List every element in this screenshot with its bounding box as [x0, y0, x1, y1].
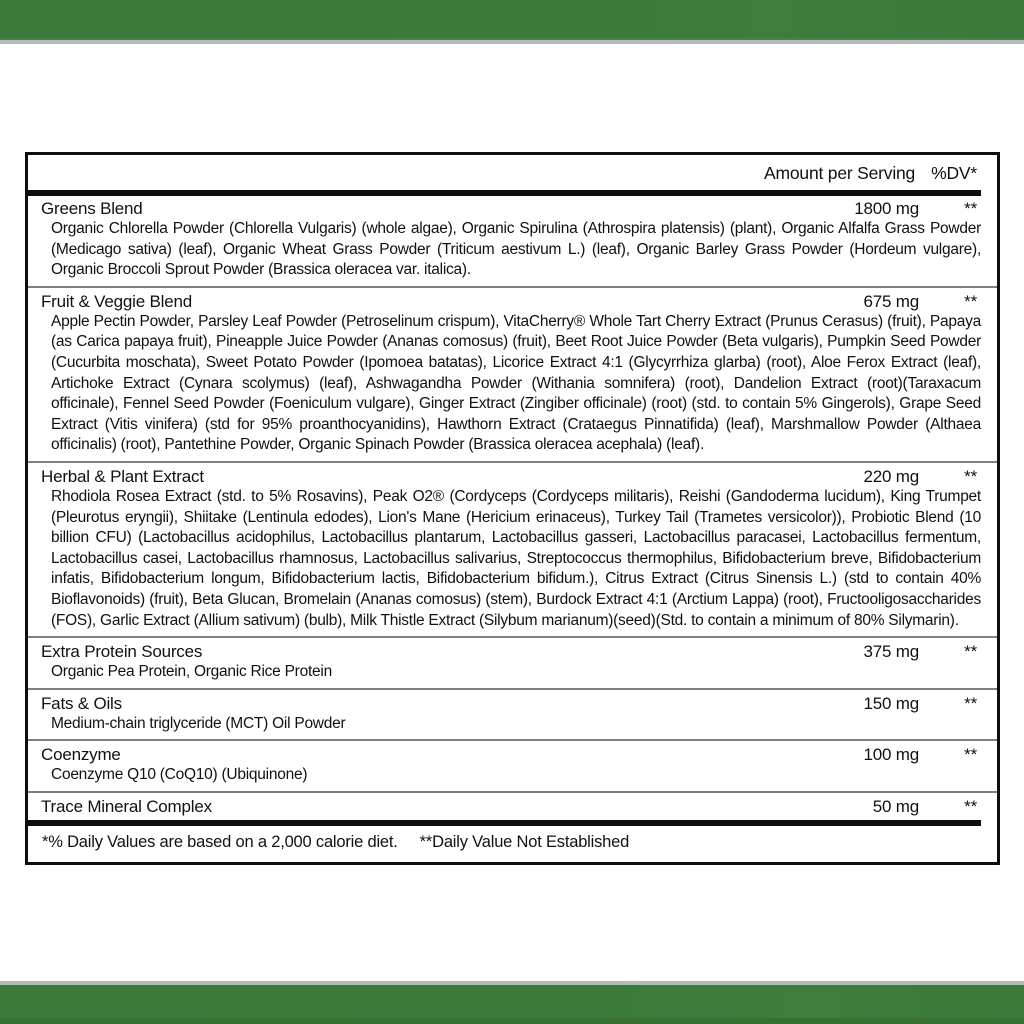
section-amount: 150 mg — [863, 693, 919, 713]
footnote — [28, 826, 997, 862]
section-name: Trace Mineral Complex — [41, 796, 212, 816]
amount-per-serving-header: Amount per Serving — [764, 163, 916, 183]
section-dv: ** — [964, 796, 977, 816]
section-amount: 375 mg — [863, 642, 919, 662]
section-ingredients: Medium-chain triglyceride (MCT) Oil Powder — [51, 714, 346, 732]
section-dv: ** — [964, 291, 977, 311]
percent-dv-header: %DV* — [931, 163, 977, 183]
section-name: Greens Blend — [41, 199, 143, 218]
ingredient-section — [28, 791, 997, 820]
section-dv: ** — [964, 466, 977, 486]
section-ingredients: Rhodiola Rosea Extract (std. to 5% Rosavins), Peak O2® (Cordyceps (Cordyceps militaris), Reishi (Gandoderma lucidum), King Trumpet (Pleurotus eryngii), Shiitake (Lentinula edodes), Lion's Mane (Hericium erinaceus), Turkey Tail (Trametes versicolor)), Probiotic Blend (10 billion CFU) (Lactobacillus acidophilus, Lactobacillus plantarum, Lactobacillus gasseri, Lactobacillus paracasei, Lactobacillus fermentum, Lactobacillus casei, Lactobacillus rhamnosus, Lactobacillus salivarius, Streptococcus thermophilus, Bifidobacterium breve, Bifidobacterium infatis, Bifidobacterium longum, Bifidobacterium lactis, Bifidobacterium bifidum.), Citrus Extract (Citrus Sinensis L.) (std to contain 40% Bioflavonoids) (fruit), Beta Glucan, Bromelain (Ananas comosus) (stem), Burdock Extract 4:1 (Arctium Lappa) (root), Fructooligosaccharides (FOS), Garlic Extract (Allium sativum) (bulb), Milk Thistle Extract (Silybum marianum)(seed)(Std. to contain a minimum of 80% Silymarin). — [51, 487, 981, 629]
section-header-row — [28, 693, 997, 714]
ingredient-section — [28, 636, 997, 688]
section-header-row — [28, 796, 997, 817]
section-name: Coenzyme — [41, 745, 121, 765]
section-name: Fruit & Veggie Blend — [41, 291, 192, 311]
section-name: Fats & Oils — [41, 693, 122, 713]
section-dv: ** — [964, 693, 977, 713]
ingredient-section — [28, 688, 997, 740]
section-header-row — [28, 466, 997, 487]
section-header-row — [28, 291, 997, 312]
section-name: Extra Protein Sources — [41, 642, 203, 662]
section-amount: 100 mg — [863, 745, 919, 765]
section-amount: 675 mg — [863, 291, 919, 311]
supplement-facts-panel — [25, 152, 1000, 865]
ingredient-sections — [28, 196, 997, 820]
not-established-note: **Daily Value Not Established — [419, 832, 630, 851]
panel-column-header — [28, 155, 997, 190]
ingredient-section — [28, 196, 997, 286]
ingredient-section — [28, 461, 997, 636]
section-ingredients: Coenzyme Q10 (CoQ10) (Ubiquinone) — [51, 766, 308, 784]
section-ingredients: Organic Pea Protein, Organic Rice Protein — [51, 663, 332, 681]
section-amount: 1800 mg — [854, 199, 919, 218]
bottom-green-band — [0, 985, 1024, 1024]
section-header-row — [28, 744, 997, 765]
top-gray-rule — [0, 40, 1024, 44]
section-header-row — [28, 198, 997, 219]
daily-value-note: *% Daily Values are based on a 2,000 calorie diet. — [42, 832, 398, 851]
section-ingredients: Apple Pectin Powder, Parsley Leaf Powder (Petroselinum crispum), VitaCherry® Whole Tart Cherry Extract (Prunus Cerasus) (fruit), Papaya (as Carica papaya fruit), Pineapple Juice Powder (Ananas comosus) (fruit), Beet Root Juice Powder (Beta vulgaris), Pumpkin Seed Powder (Cucurbita moschata), Sweet Potato Powder (Ipomoea batatas), Licorice Extract 4:1 (Glycyrrhiza glarba) (root), Aloe Ferox Extract (leaf), Artichoke Extract (Cynara scolymus) (leaf), Ashwagandha Powder (Withania somnifera) (root), Dandelion Extract (root)(Taraxacum officinale), Fennel Seed Powder (Foeniculum vulgare), Ginger Extract (Zingiber officinale) (root) (std. to contain 5% Gingerols), Grape Seed Extract (Vitis vinifera) (std for 95% proanthocyanidins), Hawthorn Extract (Crataegus Pinnatifida) (leaf), Marshmallow Powder (Althaea officinalis) (root), Pantethine Powder, Organic Spinach Powder (Brassica oleracea acephala) (leaf). — [51, 312, 981, 454]
section-name: Herbal & Plant Extract — [41, 466, 204, 486]
ingredient-section — [28, 286, 997, 461]
section-amount: 220 mg — [863, 466, 919, 486]
section-ingredients: Organic Chlorella Powder (Chlorella Vulgaris) (whole algae), Organic Spirulina (Athrospira platensis) (plant), Organic Alfalfa Grass Powder (Medicago sativa) (leaf), Organic Wheat Grass Powder (Triticum aestivum L.) (leaf), Organic Barley Grass Powder (Hordeum vulgare), Organic Broccoli Sprout Powder (Brassica oleracea var. italica). — [51, 220, 981, 279]
section-amount: 50 mg — [872, 796, 919, 816]
ingredient-section — [28, 739, 997, 791]
section-dv: ** — [964, 642, 977, 662]
section-header-row — [28, 641, 997, 662]
section-dv: ** — [964, 745, 977, 765]
section-dv: ** — [964, 199, 977, 218]
top-green-band — [0, 0, 1024, 40]
